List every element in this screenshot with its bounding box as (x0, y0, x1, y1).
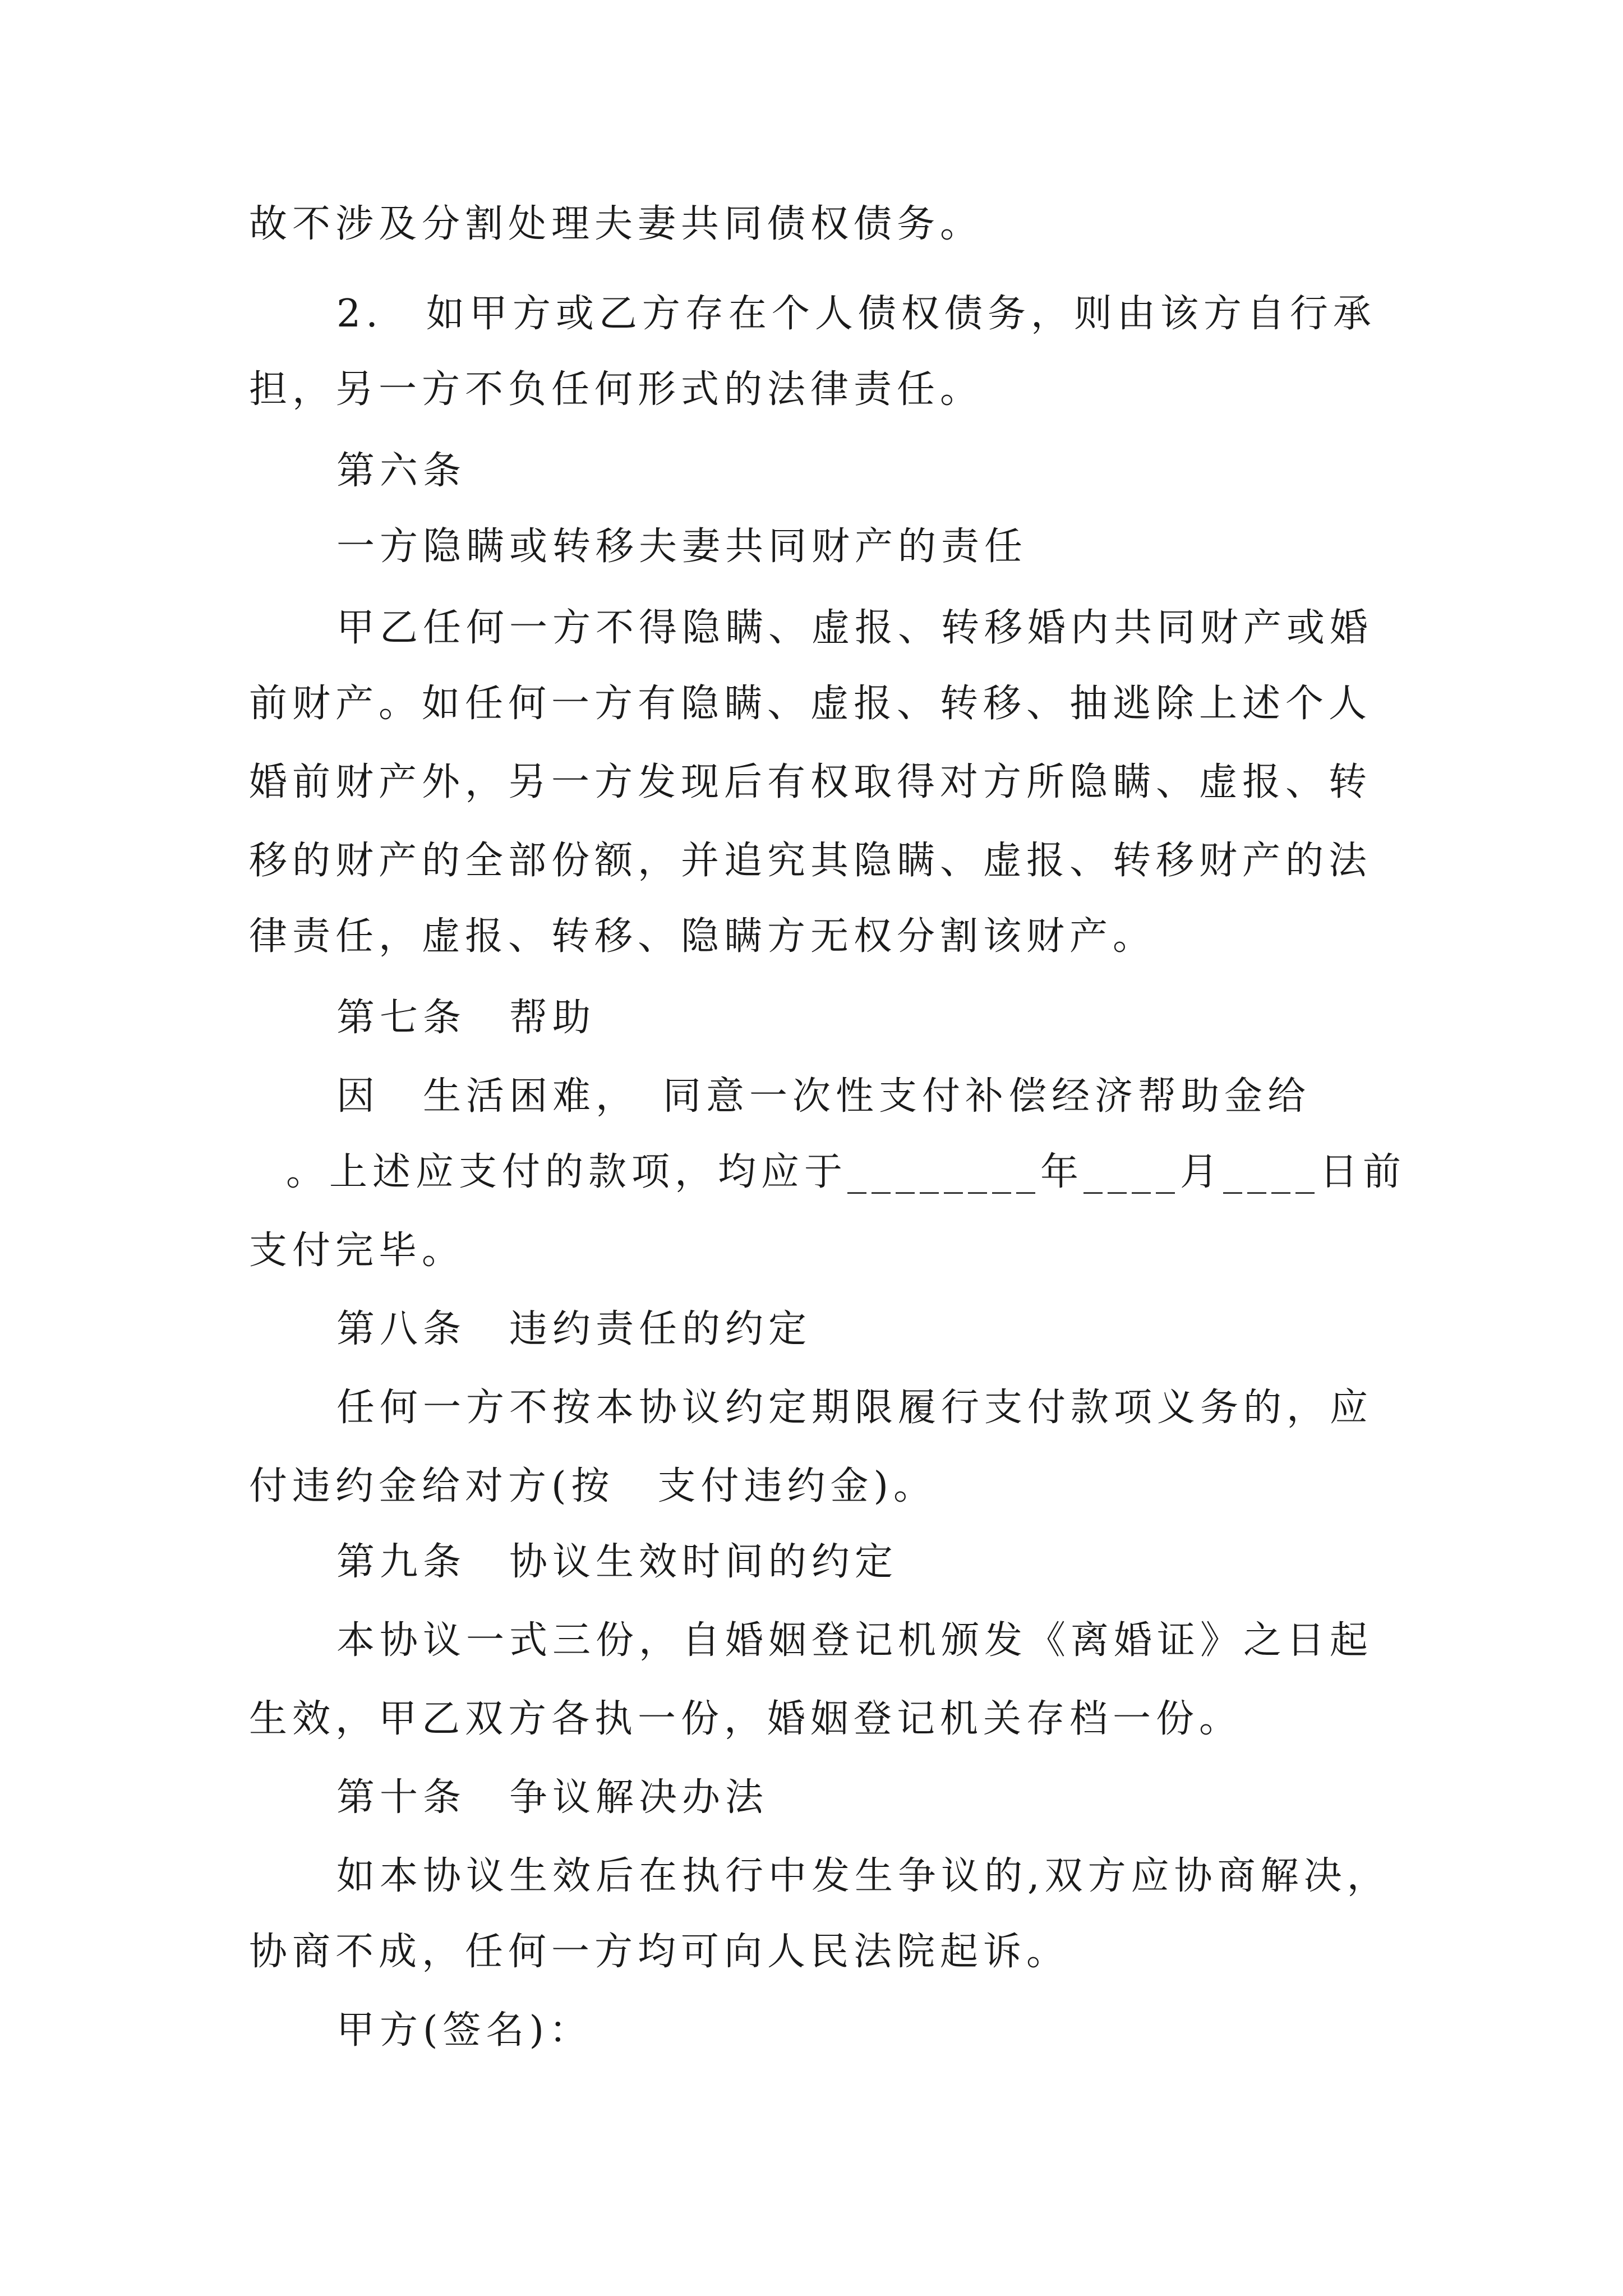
article-subheading: 一方隐瞒或转移夫妻共同财产的责任 (336, 524, 1028, 569)
article-heading: 第七条 帮助 (336, 996, 596, 1040)
article-heading: 第六条 (336, 449, 467, 493)
text-line: 本协议一式三份，自婚姻登记机颁发《离婚证》之日起 (336, 1618, 1373, 1663)
text-line: 支付完毕。 (249, 1228, 465, 1273)
text-line: 故不涉及分割处理夫妻共同债权债务。 (249, 202, 984, 246)
text-line: 婚前财产外，另一方发现后有权取得对方所隐瞒、虚报、转 (249, 760, 1372, 804)
text-line: 2. 如甲方或乙方存在个人债权债务，则由该方自行承 (336, 292, 1376, 336)
article-heading: 第九条 协议生效时间的约定 (336, 1540, 898, 1584)
text-line: 。上述应支付的款项，均应于________年____月____日前 (286, 1150, 1407, 1194)
text-line: 生效，甲乙双方各执一份，婚姻登记机关存档一份。 (249, 1697, 1243, 1741)
text-line: 担，另一方不负任何形式的法律责任。 (249, 367, 984, 412)
text-line: 付违约金给对方(按 支付违约金)。 (249, 1464, 937, 1508)
text-line: 协商不成，任何一方均可向人民法院起诉。 (249, 1930, 1070, 1974)
text-line: 前财产。如任何一方有隐瞒、虚报、转移、抽逃除上述个人 (249, 682, 1372, 726)
article-heading: 第十条 争议解决办法 (336, 1775, 769, 1820)
signature-label: 甲方(签名)： (336, 2008, 593, 2053)
text-line: 律责任，虚报、转移、隐瞒方无权分割该财产。 (249, 914, 1156, 959)
text-line: 任何一方不按本协议约定期限履行支付款项义务的，应 (336, 1386, 1373, 1430)
text-line: 移的财产的全部份额，并追究其隐瞒、虚报、转移财产的法 (249, 839, 1372, 883)
text-line: 甲乙任何一方不得隐瞒、虚报、转移婚内共同财产或婚 (336, 606, 1373, 650)
text-line: 如本协议生效后在执行中发生争议的,双方应协商解决， (336, 1854, 1390, 1898)
text-line: 因 生活困难， 同意一次性支付补偿经济帮助金给 (336, 1074, 1311, 1119)
article-heading: 第八条 违约责任的约定 (336, 1307, 812, 1351)
